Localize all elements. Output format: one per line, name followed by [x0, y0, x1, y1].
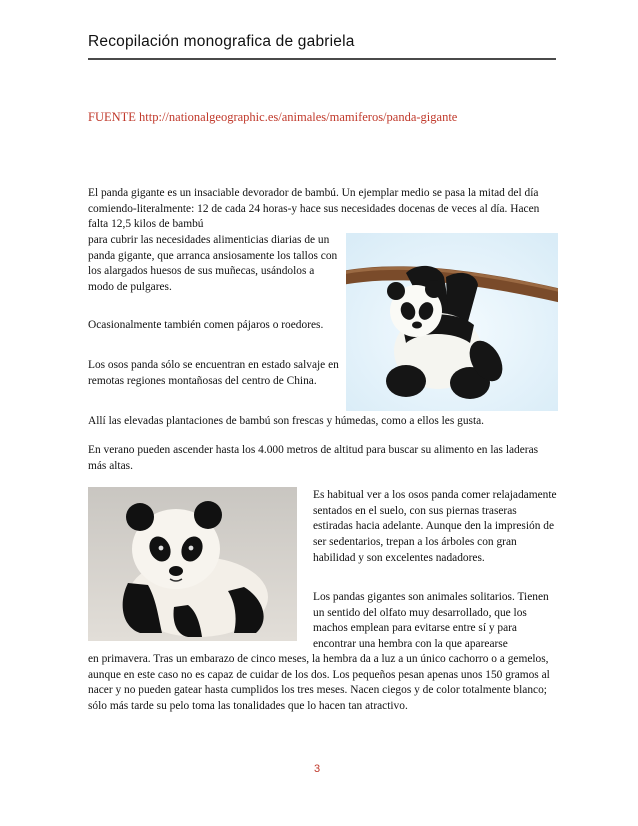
paragraph-sitting: Es habitual ver a los osos panda comer relajadamente sentados en el suelo, con sus piernas traseras estiradas hacia adelante. Aunque den la impresión de ser sedentarios, trepan a los árboles con gran habilidad y son excelentes nadadores.	[313, 489, 557, 564]
panda-hanging-photo	[346, 233, 558, 411]
paragraph-summer: En verano pueden ascender hasta los 4.000 metros de altitud para buscar su alimento en las laderas más altas.	[88, 444, 539, 472]
paragraph-habitat: Los osos panda sólo se encuentran en estado salvaje en remotas regiones montañosas del centro de China.	[88, 359, 339, 387]
paragraph-birds: Ocasionalmente también comen pájaros o roedores.	[88, 319, 324, 331]
panda-hanging-illustration	[346, 233, 558, 411]
paragraph-intro: El panda gigante es un insaciable devorador de bambú. Un ejemplar medio se pasa la mitad del día comiendo-literalmente: 12 de cada 24 horas-y hace sus necesidades docenas de veces al día. Hacen falta 12,5 kilos de bambú	[88, 187, 540, 231]
page-header: Recopilación monografica de gabriela	[88, 33, 355, 50]
paragraph-bamboo: Allí las elevadas plantaciones de bambú son frescas y húmedas, como a ellos les gusta.	[88, 415, 485, 427]
page-number: 3	[314, 763, 321, 775]
source-line: FUENTE http://nationalgeographic.es/animales/mamiferos/panda-gigante	[88, 110, 458, 124]
paragraph-solitary-continued: en primavera. Tras un embarazo de cinco meses, la hembra da a luz a un único cachorro o a gemelos, aunque en este caso no es capaz de cuidar de los dos. Los pequeños pesan apenas unos 150 gramos al nacer y no pueden gatear hasta cumplidos los tres meses. Nacen ciegos y de color totalmente blanco; sólo más tarde su pelo toma las tonalidades que lo hacen tan atractivo.	[88, 653, 550, 713]
header-rule	[88, 58, 556, 60]
paragraph-intro-continued: para cubrir las necesidades alimenticias diarias de un panda gigante, que arranca ansiosamente los tallos con los alargados huesos de sus muñecas, usándolos a modo de pulgares.	[88, 234, 338, 294]
panda-cub-photo	[88, 487, 297, 641]
panda-cub-illustration	[88, 487, 297, 641]
paragraph-solitary: Los pandas gigantes son animales solitarios. Tienen un sentido del olfato muy desarrollado, que los machos emplean para evitarse entre sí y para encontrar una hembra con la que aparearse	[313, 591, 549, 651]
